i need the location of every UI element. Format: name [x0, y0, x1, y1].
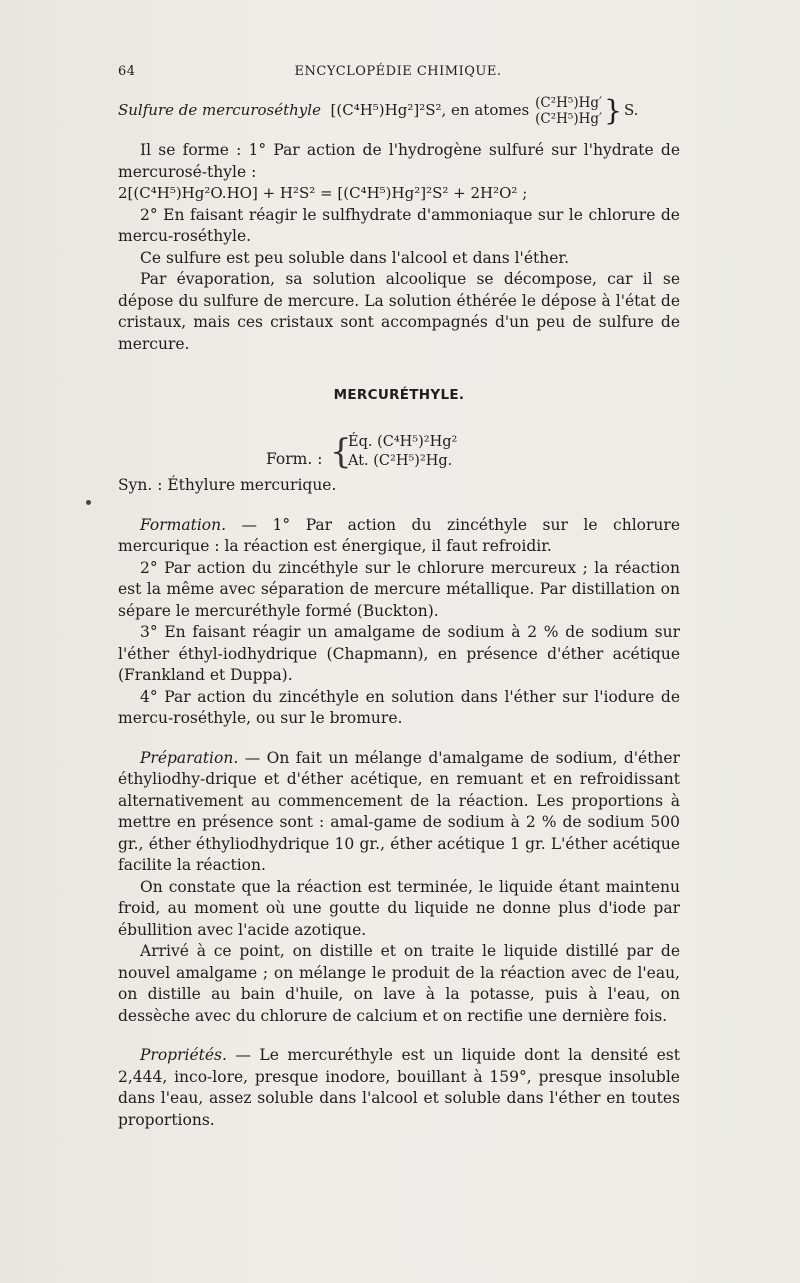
running-title: ENCYCLOPÉDIE CHIMIQUE.	[294, 64, 502, 79]
proprietes-paragraph	[118, 1045, 680, 1131]
atom-bottom: (C²H⁵)Hg′	[535, 111, 603, 127]
formula-block	[118, 433, 680, 495]
atom-top: (C²H⁵)Hg′	[535, 95, 603, 111]
formula-equivalent: Éq. (C⁴H⁵)²Hg²	[348, 433, 458, 450]
synonym: Syn. : Éthylure mercurique.	[118, 475, 337, 494]
paragraph: 4° Par action du zincéthyle en solution dans l'éther sur l'iodure de mercu-roséthyle, ou sur le bromure.	[118, 687, 680, 727]
brace-symbol: {	[330, 431, 352, 472]
proprietes-heading: Propriétés.	[140, 1046, 227, 1064]
page-number: 64	[118, 64, 136, 79]
paragraph: 3° En faisant réagir un amalgame de sodium à 2 % de sodium sur l'éther éthyl-iodhydrique (Chapmann), en présence d'éther acétique (Frankland et Duppa).	[118, 623, 680, 684]
preparation-paragraph	[118, 748, 680, 877]
paragraph: Ce sulfure est peu soluble dans l'alcool et dans l'éther.	[140, 248, 570, 267]
preparation-text: — On fait un mélange d'amalgame de sodium, d'éther éthyliodhy-drique et d'éther acétique, en remuant et en refroidissant alternativement au commencement de la réaction. Les proportions à mettre en présence sont : amal-game de sodium à 2 % de sodium 500 gr., éther éthyliodhydrique 10 gr., éther acétique 1 gr. L'éther acétique facilite la réaction.	[118, 748, 680, 874]
sulfure-heading	[118, 88, 680, 134]
proprietes-text: — Le mercuréthyle est un liquide dont la densité est 2,444, inco-lore, presque inodore, bouillant à 159°, presque insoluble dans l'eau, assez soluble dans l'alcool et soluble dans l'éther en toutes proportions.	[118, 1046, 680, 1129]
paragraph: On constate que la réaction est terminée, le liquide étant maintenu froid, au moment où une goutte du liquide ne donne plus d'iode par ébullition avec l'acide azotique.	[118, 877, 680, 939]
margin-dot	[86, 500, 91, 505]
form-label: Form. :	[266, 449, 323, 468]
atom-formula	[535, 95, 638, 127]
preparation-heading: Préparation.	[140, 748, 239, 767]
paragraph: 2° En faisant réagir le sulfhydrate d'ammoniaque sur le chlorure de mercu-roséthyle.	[118, 205, 680, 245]
equation: 2[(C⁴H⁵)Hg²O.HO] + H²S² = [(C⁴H⁵)Hg²]²S² + 2H²O² ;	[118, 184, 528, 202]
paragraph: Il se forme : 1° Par action de l'hydrogène sulfuré sur l'hydrate de mercurosé-thyle :	[118, 141, 680, 181]
formation-heading: Formation.	[140, 515, 227, 534]
formation-paragraph	[118, 515, 680, 558]
formula-atomic: At. (C²H⁵)²Hg.	[348, 452, 453, 469]
paragraph: 2° Par action du zincéthyle sur le chlorure mercureux ; la réaction est la même avec séparation de mercure métallique. Par distillation on sépare le mercuréthyle formé (Buckton).	[118, 558, 680, 620]
paragraph: Par évaporation, sa solution alcoolique se décompose, car il se dépose du sulfure de mercure. La solution éthérée le dépose à l'état de cristaux, mais ces cristaux sont accompagnés d'un peu de sulfure de mercure.	[118, 270, 680, 353]
brace-symbol: }	[604, 94, 622, 127]
section-title: MERCURÉTHYLE.	[333, 387, 465, 403]
atom-right: S.	[623, 101, 639, 120]
paragraph: Arrivé à ce point, on distille et on traite le liquide distillé par de nouvel amalgame ; on mélange le produit de la réaction avec de l'eau, on distille au bain d'huile, on lave à la potasse, puis à l'eau, on dessèche avec du chlorure de calcium et on rectifie une dernière fois.	[118, 942, 680, 1025]
page-body	[118, 88, 680, 1131]
formation-text: — 1° Par action du zincéthyle sur le chlorure mercurique : la réaction est énergique, il faut refroidir.	[118, 515, 680, 555]
sulfure-formula: [(C⁴H⁵)Hg²]²S², en atomes	[330, 101, 530, 120]
sulfure-title: Sulfure de mercuroséthyle	[118, 101, 321, 120]
